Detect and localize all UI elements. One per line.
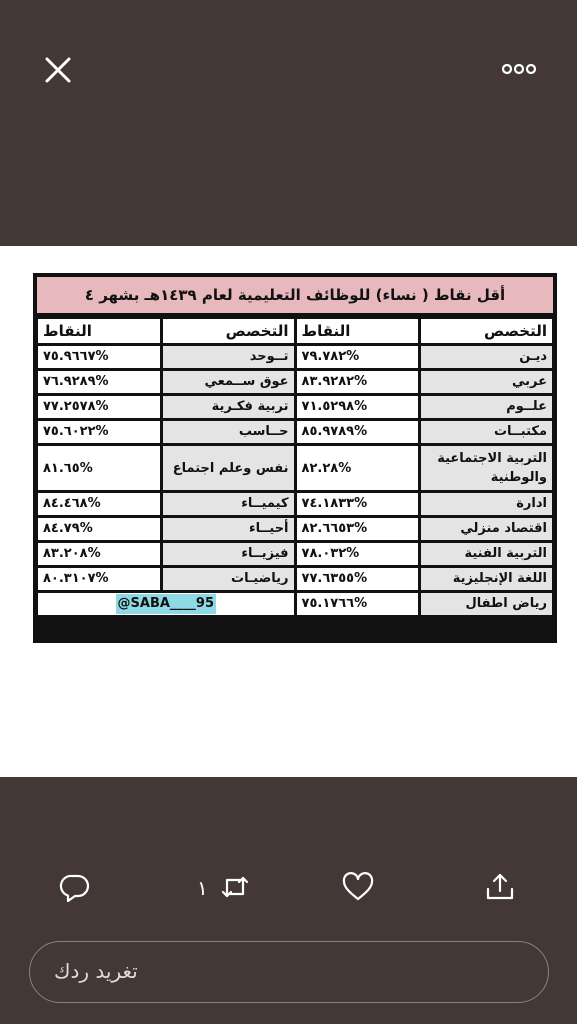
close-button[interactable] xyxy=(40,52,76,88)
table-row xyxy=(38,543,552,565)
specialty-cell: تــوحد xyxy=(163,346,294,368)
points-cell: %٨٤.٧٩ xyxy=(38,518,160,540)
table-row xyxy=(38,493,552,515)
specialty-cell: مكتبــات xyxy=(421,421,552,443)
close-icon xyxy=(40,52,76,88)
points-cell: %٧٨.٠٣٢ xyxy=(297,543,419,565)
points-cell: %٧٧.٦٣٥٥ xyxy=(297,568,419,590)
table-row xyxy=(38,371,552,393)
specialty-cell: حــاسب xyxy=(163,421,294,443)
table-header-row xyxy=(38,319,552,343)
specialty-cell: التربية الاجتماعية والوطنية xyxy=(421,446,552,490)
points-cell: %٧٧.٢٥٧٨ xyxy=(38,396,160,418)
retweet-icon xyxy=(218,870,252,904)
specialty-cell: كيميــاء xyxy=(163,493,294,515)
points-cell: %٧٤.١٨٣٣ xyxy=(297,493,419,515)
header-points: النقاط xyxy=(297,319,419,343)
share-button[interactable] xyxy=(483,870,523,910)
points-cell: %٨٤.٤٦٨ xyxy=(38,493,160,515)
more-options-button[interactable] xyxy=(494,54,544,84)
points-cell: %٧٥.٩٦٦٧ xyxy=(38,346,160,368)
table-row xyxy=(38,568,552,590)
specialty-cell xyxy=(38,593,294,615)
points-cell: %٨٣.٩٢٨٢ xyxy=(297,371,419,393)
table-row xyxy=(38,446,552,490)
reply-button[interactable] xyxy=(58,870,98,910)
points-cell: %٧٦.٩٢٨٩ xyxy=(38,371,160,393)
share-icon xyxy=(483,870,517,904)
specialty-cell: التربية الفنية xyxy=(421,543,552,565)
points-cell: %٨٢.٦٦٥٣ xyxy=(297,518,419,540)
header-spec: التخصص xyxy=(163,319,294,343)
specialty-cell: نفس وعلم اجتماع xyxy=(163,446,294,490)
like-button[interactable] xyxy=(341,870,381,910)
table-row xyxy=(38,518,552,540)
points-cell: %٧٥.١٧٦٦ xyxy=(297,593,419,615)
table-row xyxy=(38,593,552,615)
tweet-action-bar xyxy=(0,850,577,930)
reply-placeholder: تغريد ردك xyxy=(54,959,138,983)
more-dots-icon xyxy=(494,54,544,84)
specialty-cell: ادارة xyxy=(421,493,552,515)
retweet-count: ١ xyxy=(197,876,208,900)
specialty-cell: عوق ســمعي xyxy=(163,371,294,393)
points-cell: %٨٢.٢٨ xyxy=(297,446,419,490)
specialty-cell: فيزيــاء xyxy=(163,543,294,565)
points-table xyxy=(33,273,557,643)
specialty-cell: رياض اطفال xyxy=(421,593,552,615)
table-title: أقل نقاط ( نساء) للوظائف التعليمية لعام ١٤٣٩هـ بشهر ٤ xyxy=(35,275,555,315)
watermark-handle: @SABA____95 xyxy=(116,594,216,614)
top-bar xyxy=(0,0,577,246)
points-cell: %٨٣.٢٠٨ xyxy=(38,543,160,565)
points-grid xyxy=(35,316,555,618)
specialty-cell: عربي xyxy=(421,371,552,393)
points-cell: %٧٥.٦٠٢٢ xyxy=(38,421,160,443)
points-cell: %٧٩.٧٨٢ xyxy=(297,346,419,368)
specialty-cell: اللغة الإنجليزية xyxy=(421,568,552,590)
specialty-cell: ديـن xyxy=(421,346,552,368)
specialty-cell: علــوم xyxy=(421,396,552,418)
points-cell: %٨٥.٩٧٨٩ xyxy=(297,421,419,443)
points-cell: %٨٠.٣١٠٧ xyxy=(38,568,160,590)
retweet-button[interactable] xyxy=(218,870,258,910)
points-cell: %٧١.٥٢٩٨ xyxy=(297,396,419,418)
reply-input[interactable] xyxy=(29,941,549,1003)
table-row xyxy=(38,421,552,443)
table-row xyxy=(38,396,552,418)
tweet-image[interactable] xyxy=(0,246,577,777)
specialty-cell: اقتصاد منزلي xyxy=(421,518,552,540)
header-points: النقاط xyxy=(38,319,160,343)
table-row xyxy=(38,346,552,368)
specialty-cell: تربية فكـرية xyxy=(163,396,294,418)
specialty-cell: رياضيـات xyxy=(163,568,294,590)
points-cell: %٨١.٦٥ xyxy=(38,446,160,490)
reply-icon xyxy=(58,870,92,904)
header-spec: التخصص xyxy=(421,319,552,343)
heart-icon xyxy=(341,870,375,904)
specialty-cell: أحيــاء xyxy=(163,518,294,540)
